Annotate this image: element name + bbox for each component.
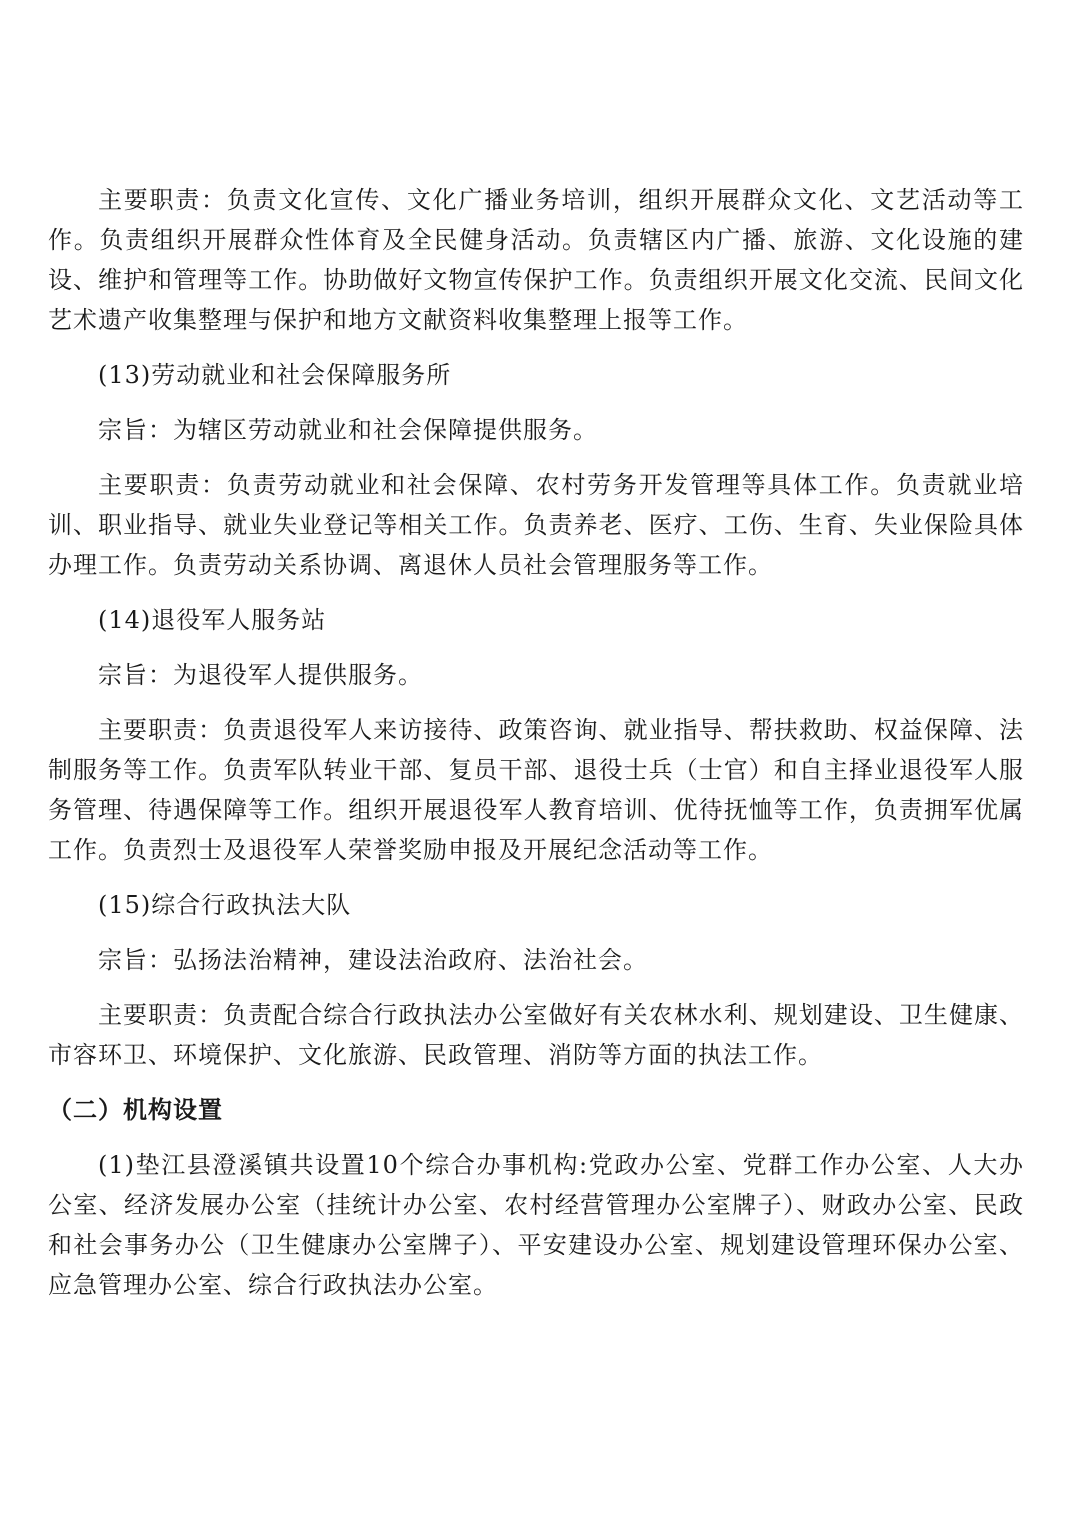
- culture-duties-paragraph: 主要职责：负责文化宣传、文化广播业务培训，组织开展群众文化、文艺活动等工作。负责组织开展群众性体育及全民健身活动。负责辖区内广播、旅游、文化设施的建设、维护和管理等工作。协助做好文物宣传保护工作。负责组织开展文化交流、民间文化艺术遗产收集整理与保护和地方文献资料收集整理上报等工作。: [48, 186, 1024, 334]
- item-15-duties: 主要职责：负责配合综合行政执法办公室做好有关农林水利、规划建设、卫生健康、市容环卫、环境保护、文化旅游、民政管理、消防等方面的执法工作。: [48, 1001, 1024, 1069]
- item-14-duties: 主要职责：负责退役军人来访接待、政策咨询、就业指导、帮扶救助、权益保障、法制服务等工作。负责军队转业干部、复员干部、退役士兵（士官）和自主择业退役军人服务管理、待遇保障等工作。组织开展退役军人教育培训、优待抚恤等工作，负责拥军优属工作。负责烈士及退役军人荣誉奖励申报及开展纪念活动等工作。: [48, 716, 1024, 864]
- document-page: [48, 180, 1024, 1320]
- section-heading: （二）机构设置: [48, 1095, 223, 1124]
- item-13-duties: 主要职责：负责劳动就业和社会保障、农村劳务开发管理等具体工作。负责就业培训、职业指导、就业失业登记等相关工作。负责养老、医疗、工伤、生育、失业保险具体办理工作。负责劳动关系协调、离退休人员社会管理服务等工作。: [48, 471, 1024, 579]
- section-paragraph-1: (1)垫江县澄溪镇共设置10个综合办事机构:党政办公室、党群工作办公室、人大办公室、经济发展办公室（挂统计办公室、农村经营管理办公室牌子）、财政办公室、民政和社会事务办公（卫生健康办公室牌子）、平安建设办公室、规划建设管理环保办公室、应急管理办公室、综合行政执法办公室。: [48, 1151, 1024, 1299]
- item-15-purpose: 宗旨：弘扬法治精神，建设法治政府、法治社会。: [98, 946, 648, 974]
- item-14-purpose: 宗旨：为退役军人提供服务。: [98, 661, 423, 689]
- item-14-title: (14)退役军人服务站: [98, 606, 327, 634]
- item-13-purpose: 宗旨：为辖区劳动就业和社会保障提供服务。: [98, 416, 598, 444]
- item-13-title: (13)劳动就业和社会保障服务所: [98, 361, 452, 389]
- item-15-title: (15)综合行政执法大队: [98, 891, 352, 919]
